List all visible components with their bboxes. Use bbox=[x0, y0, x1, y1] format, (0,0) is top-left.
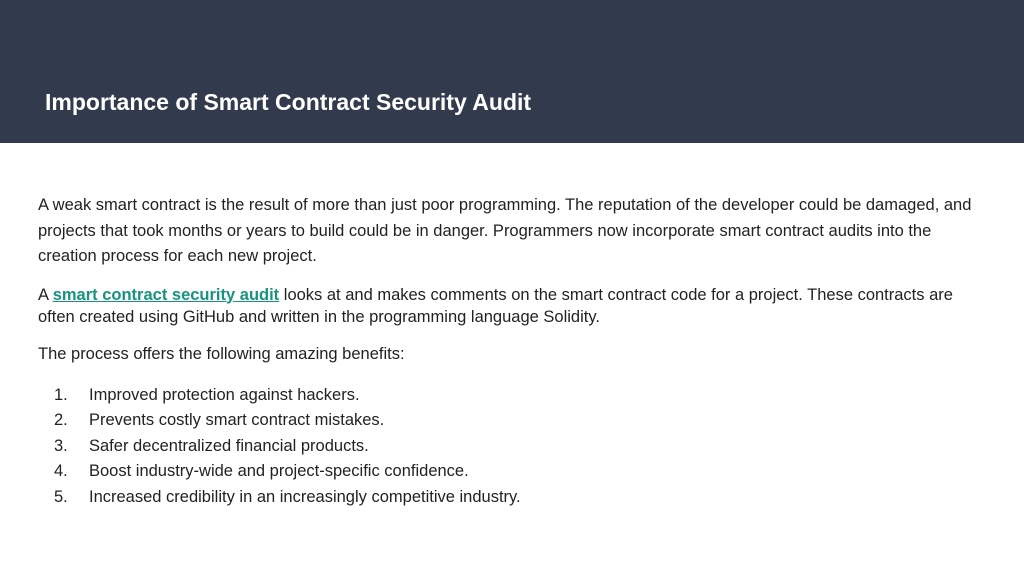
list-item bbox=[38, 434, 988, 460]
list-item-text: Prevents costly smart contract mistakes. bbox=[89, 411, 385, 429]
list-item bbox=[38, 383, 988, 409]
audit-paragraph-prefix: A bbox=[38, 285, 53, 304]
list-item-text: Boost industry-wide and project-specific confidence. bbox=[89, 462, 469, 480]
list-item bbox=[38, 408, 988, 434]
benefits-list bbox=[38, 383, 988, 511]
benefits-intro: The process offers the following amazing benefits: bbox=[38, 344, 405, 363]
list-item-number: 4. bbox=[54, 462, 68, 480]
list-item-text: Increased credibility in an increasingly competitive industry. bbox=[89, 487, 521, 506]
list-item-text: Improved protection against hackers. bbox=[89, 385, 360, 404]
audit-paragraph-suffix: looks at and makes comments on the smart contract code for a project. These contracts are often created using GitHub and written in the programming language Solidity. bbox=[38, 285, 953, 326]
list-item-number: 3. bbox=[54, 436, 68, 455]
slide-header bbox=[0, 0, 1024, 143]
list-item-number: 5. bbox=[54, 487, 68, 506]
audit-paragraph bbox=[38, 284, 988, 328]
intro-paragraph: A weak smart contract is the result of more than just poor programming. The reputation of the developer could be damaged, and projects that took months or years to build could be in danger. Programmers now incorporate smart contract audits into the creation process for each new project. bbox=[38, 196, 972, 265]
slide-body bbox=[38, 193, 988, 510]
slide-title: Importance of Smart Contract Security Audit bbox=[45, 89, 532, 115]
smart-contract-security-audit-link[interactable]: smart contract security audit bbox=[52, 285, 280, 304]
list-item-number: 1. bbox=[54, 385, 68, 404]
list-item bbox=[38, 485, 988, 511]
list-item-number: 2. bbox=[54, 411, 68, 429]
list-item bbox=[38, 459, 988, 485]
list-item-text: Safer decentralized financial products. bbox=[89, 436, 369, 455]
